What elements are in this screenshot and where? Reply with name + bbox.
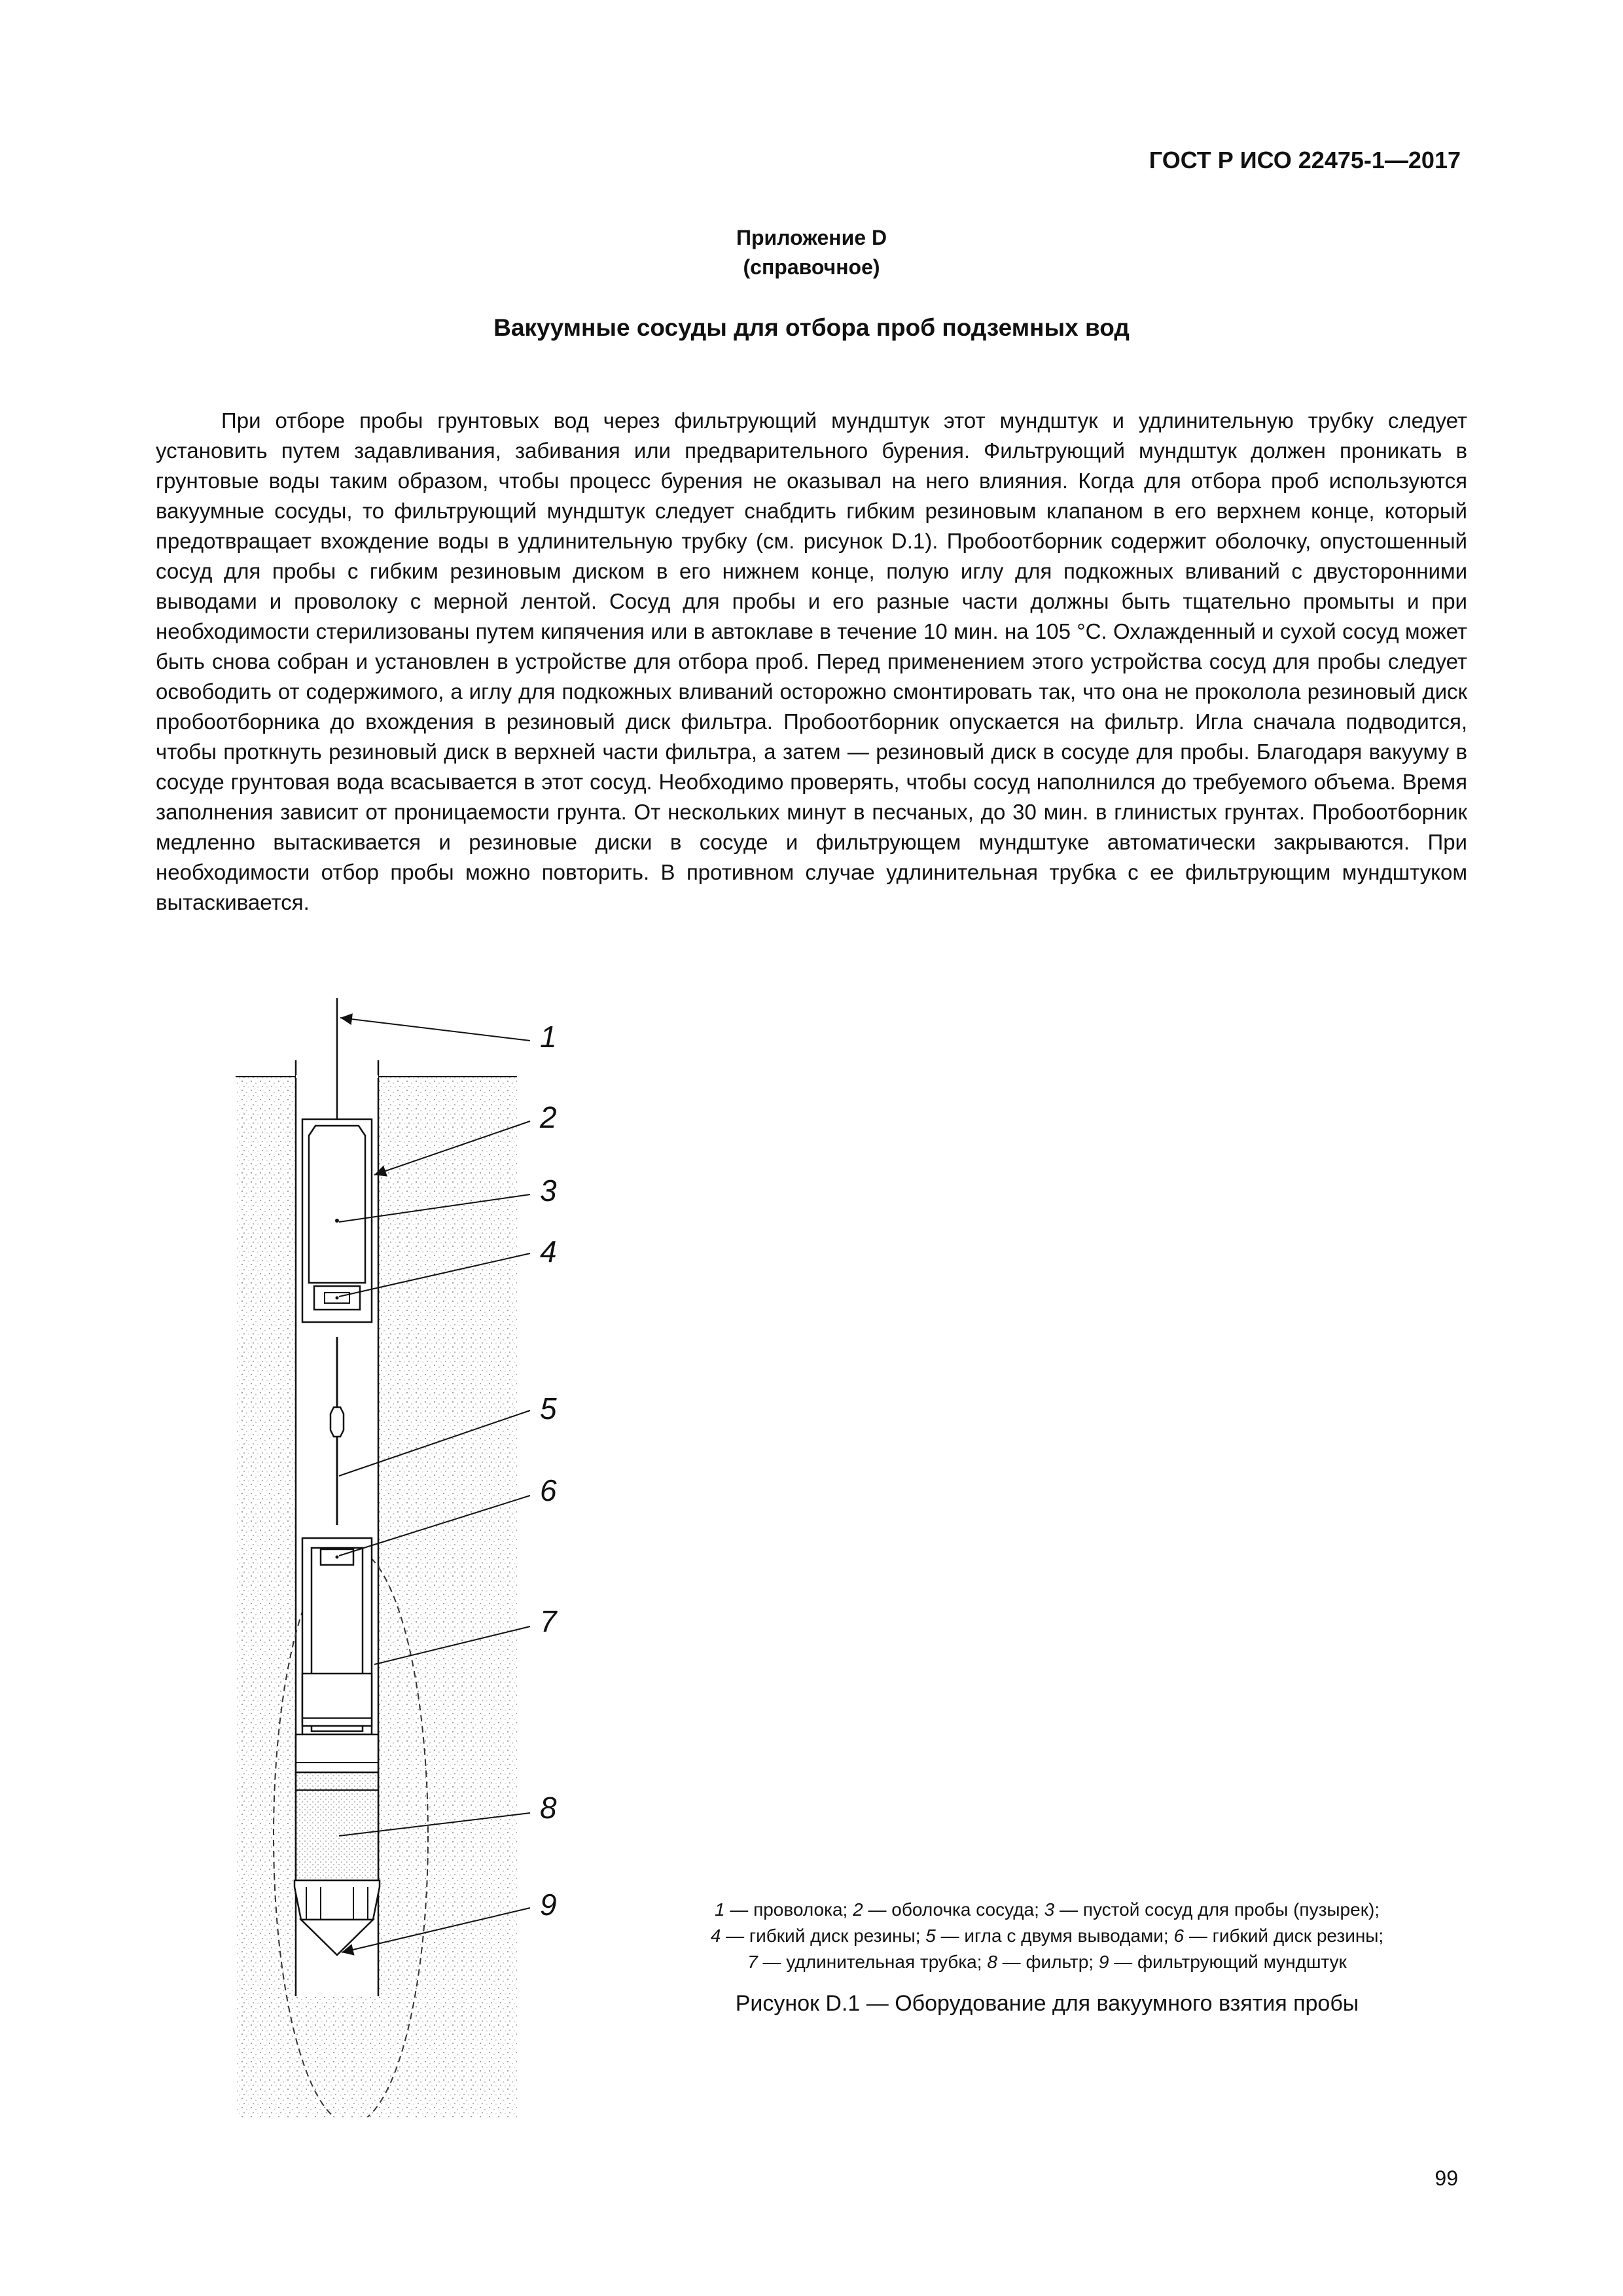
callout-3: 3: [540, 1174, 557, 1208]
legend-number: 1: [714, 1899, 725, 1920]
sampler-figure: [223, 978, 589, 2117]
legend-text: — гибкий диск резины;: [721, 1926, 926, 1946]
legend-line: [602, 1897, 1492, 1923]
callout-4: 4: [540, 1234, 557, 1268]
figure-legend: [602, 1897, 1492, 1975]
extension-tube: [296, 1538, 378, 1772]
legend-text: — пустой сосуд для пробы (пузырек);: [1054, 1899, 1380, 1920]
legend-line: [602, 1949, 1492, 1975]
callout-2: 2: [540, 1100, 557, 1134]
annex-type: (справочное): [743, 255, 880, 279]
legend-text: — гибкий диск резины;: [1184, 1926, 1384, 1946]
page-number: 99: [1435, 2166, 1458, 2190]
section-title: Вакуумные сосуды для отбора проб подземных вод: [493, 314, 1130, 341]
legend-text: — игла с двумя выводами;: [935, 1926, 1174, 1946]
legend-number: 8: [987, 1952, 997, 1972]
legend-number: 4: [710, 1926, 721, 1946]
standard-code: ГОСТ Р ИСО 22475-1—2017: [1149, 147, 1461, 173]
callout-7: 7: [540, 1604, 557, 1638]
legend-text: — удлинительная трубка;: [757, 1952, 988, 1972]
callout-9: 9: [540, 1888, 557, 1922]
annex-title: Приложение D: [736, 226, 887, 249]
sampler-drawing: [223, 978, 589, 2117]
legend-number: 7: [747, 1952, 758, 1972]
legend-number: 5: [925, 1926, 936, 1946]
legend-number: 2: [853, 1899, 863, 1920]
legend-number: 3: [1044, 1899, 1055, 1920]
legend-number: 6: [1173, 1926, 1185, 1946]
callout-1: 1: [540, 1020, 557, 1054]
legend-text: — оболочка сосуда;: [863, 1899, 1044, 1920]
legend-text: — фильтр;: [997, 1952, 1099, 1972]
figure-caption: Рисунок D.1 — Оборудование для вакуумного взятия пробы: [735, 1991, 1359, 2016]
legend-text: — фильтрующий мундштук: [1109, 1952, 1347, 1972]
filter: [296, 1772, 378, 1880]
callout-5: 5: [540, 1391, 557, 1426]
body-paragraph: При отборе пробы грунтовых вод через фильтрующий мундштук этот мундштук и удлинительную трубку следует установить путем задавливания, забивания или предварительного бурения. Фильтрующий мундштук должен проникать в грунтовые воды таким образом, чтобы процесс бурения не оказывал на него влияния. Когда для отбора проб используются вакуумные сосуды, то фильтрующий мундштук следует снабдить гибким резиновым клапаном в его верхнем конце, который предотвращает вхождение воды в удлинительную трубку (см. рисунок D.1). Пробоотборник содержит оболочку, опустошенный сосуд для пробы с гибким резиновым диском в его нижнем конце, полую иглу для подкожных вливаний с двусторонними выводами и проволоку с мерной лентой. Сосуд для пробы и его разные части должны быть тщательно промыты и при необходимости стерилизованы путем кипячения или в автоклаве в течение 10 мин. на 105 °С. Охлажденный и сухой сосуд может быть снова собран и установлен в устройстве для отбора проб. Перед применением этого устройства сосуд для пробы следует освободить от содержимого, а иглу для подкожных вливаний осторожно смонтировать так, что она не проколола резиновый диск пробоотборника до вхождения в резиновый диск фильтра. Пробоотборник опускается на фильтр. Игла сначала подводится, чтобы проткнуть резиновый диск в верхней части фильтра, а затем — резиновый диск в сосуде для пробы. Благодаря вакууму в сосуде грунтовая вода всасывается в этот сосуд. Необходимо проверять, чтобы сосуд наполнился до требуемого объема. Время заполнения зависит от проницаемости грунта. От нескольких минут в песчаных, до 30 мин. в глинистых грунтах. Пробоотборник медленно вытаскивается и резиновые диски в сосуде и фильтрующем мундштуке автоматически закрываются. При необходимости отбор пробы можно повторить. В противном случае удлинительная трубка с ее фильтрующим мундштуком вытаскивается.: [156, 408, 1467, 914]
sample-bottle: [309, 1126, 365, 1283]
legend-number: 9: [1098, 1952, 1109, 1972]
callout-8: 8: [540, 1791, 557, 1825]
legend-text: — проволока;: [724, 1899, 853, 1920]
callout-6: 6: [540, 1473, 557, 1507]
legend-line: [602, 1923, 1492, 1949]
